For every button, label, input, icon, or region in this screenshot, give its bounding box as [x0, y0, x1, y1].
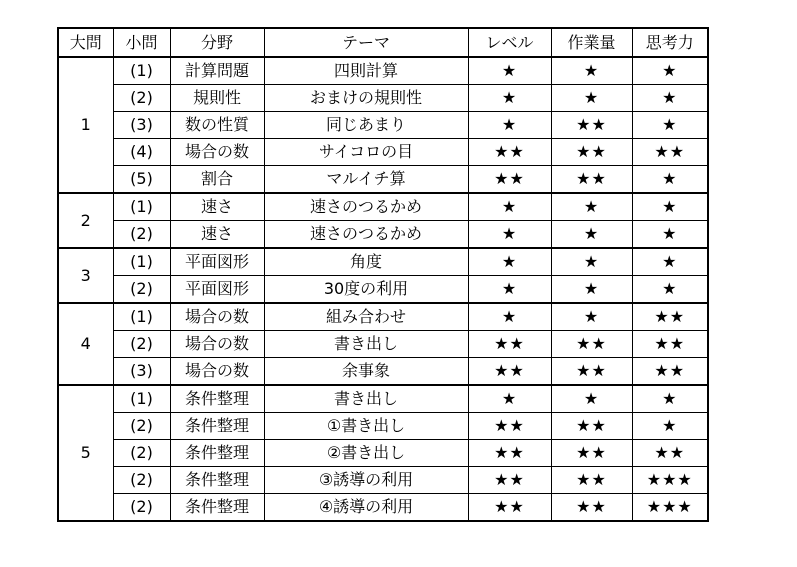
- table-row: [58, 467, 708, 494]
- level-stars: ★: [468, 248, 551, 276]
- table-row: [58, 112, 708, 139]
- field-cell: 平面図形: [170, 248, 264, 276]
- daimon-number: 3: [58, 248, 113, 303]
- table-row: [58, 413, 708, 440]
- theme-cell: マルイチ算: [264, 166, 468, 194]
- table-row: [58, 331, 708, 358]
- theme-cell: 四則計算: [264, 57, 468, 85]
- level-stars: ★: [468, 85, 551, 112]
- theme-cell: 角度: [264, 248, 468, 276]
- theme-cell: 書き出し: [264, 385, 468, 413]
- thinking-stars: ★: [632, 413, 708, 440]
- problem-analysis-table: [57, 27, 709, 522]
- field-cell: 場合の数: [170, 139, 264, 166]
- header-daimon: 大問: [58, 28, 113, 57]
- thinking-stars: ★: [632, 85, 708, 112]
- field-cell: 場合の数: [170, 303, 264, 331]
- header-shomon: 小問: [113, 28, 170, 57]
- level-stars: ★: [468, 221, 551, 249]
- field-cell: 規則性: [170, 85, 264, 112]
- shomon-cell: (4): [113, 139, 170, 166]
- level-stars: ★★: [468, 166, 551, 194]
- work-stars: ★★: [551, 358, 632, 386]
- shomon-cell: (2): [113, 440, 170, 467]
- field-cell: 数の性質: [170, 112, 264, 139]
- work-stars: ★: [551, 221, 632, 249]
- work-stars: ★: [551, 193, 632, 221]
- shomon-cell: (1): [113, 248, 170, 276]
- shomon-cell: (2): [113, 276, 170, 304]
- thinking-stars: ★★: [632, 139, 708, 166]
- level-stars: ★★: [468, 494, 551, 522]
- field-cell: 条件整理: [170, 440, 264, 467]
- field-cell: 計算問題: [170, 57, 264, 85]
- field-cell: 条件整理: [170, 413, 264, 440]
- table-row: [58, 276, 708, 304]
- work-stars: ★: [551, 303, 632, 331]
- shomon-cell: (2): [113, 85, 170, 112]
- shomon-cell: (1): [113, 193, 170, 221]
- table-row: [58, 57, 708, 85]
- work-stars: ★★: [551, 440, 632, 467]
- thinking-stars: ★★★: [632, 494, 708, 522]
- level-stars: ★: [468, 112, 551, 139]
- theme-cell: ③誘導の利用: [264, 467, 468, 494]
- level-stars: ★★: [468, 467, 551, 494]
- field-cell: 平面図形: [170, 276, 264, 304]
- field-cell: 割合: [170, 166, 264, 194]
- work-stars: ★: [551, 276, 632, 304]
- level-stars: ★: [468, 57, 551, 85]
- thinking-stars: ★: [632, 193, 708, 221]
- theme-cell: ①書き出し: [264, 413, 468, 440]
- header-theme: テーマ: [264, 28, 468, 57]
- thinking-stars: ★★: [632, 358, 708, 386]
- thinking-stars: ★: [632, 276, 708, 304]
- table-row: [58, 303, 708, 331]
- level-stars: ★: [468, 276, 551, 304]
- thinking-stars: ★: [632, 57, 708, 85]
- level-stars: ★: [468, 193, 551, 221]
- field-cell: 条件整理: [170, 467, 264, 494]
- thinking-stars: ★: [632, 248, 708, 276]
- theme-cell: 速さのつるかめ: [264, 193, 468, 221]
- theme-cell: 余事象: [264, 358, 468, 386]
- table-row: [58, 494, 708, 522]
- theme-cell: ②書き出し: [264, 440, 468, 467]
- table-row: [58, 358, 708, 386]
- thinking-stars: ★★: [632, 303, 708, 331]
- table-row: [58, 440, 708, 467]
- theme-cell: 組み合わせ: [264, 303, 468, 331]
- theme-cell: 書き出し: [264, 331, 468, 358]
- work-stars: ★★: [551, 331, 632, 358]
- daimon-number: 5: [58, 385, 113, 521]
- field-cell: 条件整理: [170, 494, 264, 522]
- table-row: [58, 221, 708, 249]
- thinking-stars: ★★: [632, 440, 708, 467]
- header-row: [58, 28, 708, 57]
- table-row: [58, 248, 708, 276]
- header-work: 作業量: [551, 28, 632, 57]
- shomon-cell: (2): [113, 221, 170, 249]
- thinking-stars: ★: [632, 385, 708, 413]
- level-stars: ★★: [468, 358, 551, 386]
- table-row: [58, 193, 708, 221]
- shomon-cell: (5): [113, 166, 170, 194]
- work-stars: ★★: [551, 494, 632, 522]
- level-stars: ★: [468, 303, 551, 331]
- shomon-cell: (3): [113, 358, 170, 386]
- header-field: 分野: [170, 28, 264, 57]
- work-stars: ★: [551, 248, 632, 276]
- work-stars: ★★: [551, 166, 632, 194]
- shomon-cell: (2): [113, 467, 170, 494]
- shomon-cell: (1): [113, 385, 170, 413]
- thinking-stars: ★: [632, 112, 708, 139]
- level-stars: ★★: [468, 440, 551, 467]
- header-level: レベル: [468, 28, 551, 57]
- work-stars: ★: [551, 385, 632, 413]
- theme-cell: おまけの規則性: [264, 85, 468, 112]
- header-thinking: 思考力: [632, 28, 708, 57]
- table-body: [58, 57, 708, 521]
- work-stars: ★★: [551, 139, 632, 166]
- work-stars: ★★: [551, 467, 632, 494]
- level-stars: ★★: [468, 331, 551, 358]
- shomon-cell: (2): [113, 494, 170, 522]
- thinking-stars: ★: [632, 221, 708, 249]
- field-cell: 場合の数: [170, 331, 264, 358]
- table-row: [58, 139, 708, 166]
- work-stars: ★: [551, 57, 632, 85]
- work-stars: ★★: [551, 413, 632, 440]
- level-stars: ★★: [468, 413, 551, 440]
- field-cell: 条件整理: [170, 385, 264, 413]
- thinking-stars: ★★★: [632, 467, 708, 494]
- thinking-stars: ★: [632, 166, 708, 194]
- shomon-cell: (1): [113, 57, 170, 85]
- shomon-cell: (1): [113, 303, 170, 331]
- table-row: [58, 385, 708, 413]
- field-cell: 速さ: [170, 193, 264, 221]
- theme-cell: 同じあまり: [264, 112, 468, 139]
- field-cell: 速さ: [170, 221, 264, 249]
- shomon-cell: (2): [113, 413, 170, 440]
- theme-cell: 30度の利用: [264, 276, 468, 304]
- work-stars: ★★: [551, 112, 632, 139]
- thinking-stars: ★★: [632, 331, 708, 358]
- table-row: [58, 85, 708, 112]
- theme-cell: ④誘導の利用: [264, 494, 468, 522]
- theme-cell: サイコロの目: [264, 139, 468, 166]
- daimon-number: 1: [58, 57, 113, 193]
- daimon-number: 4: [58, 303, 113, 385]
- shomon-cell: (2): [113, 331, 170, 358]
- level-stars: ★: [468, 385, 551, 413]
- shomon-cell: (3): [113, 112, 170, 139]
- daimon-number: 2: [58, 193, 113, 248]
- work-stars: ★: [551, 85, 632, 112]
- field-cell: 場合の数: [170, 358, 264, 386]
- theme-cell: 速さのつるかめ: [264, 221, 468, 249]
- table-row: [58, 166, 708, 194]
- level-stars: ★★: [468, 139, 551, 166]
